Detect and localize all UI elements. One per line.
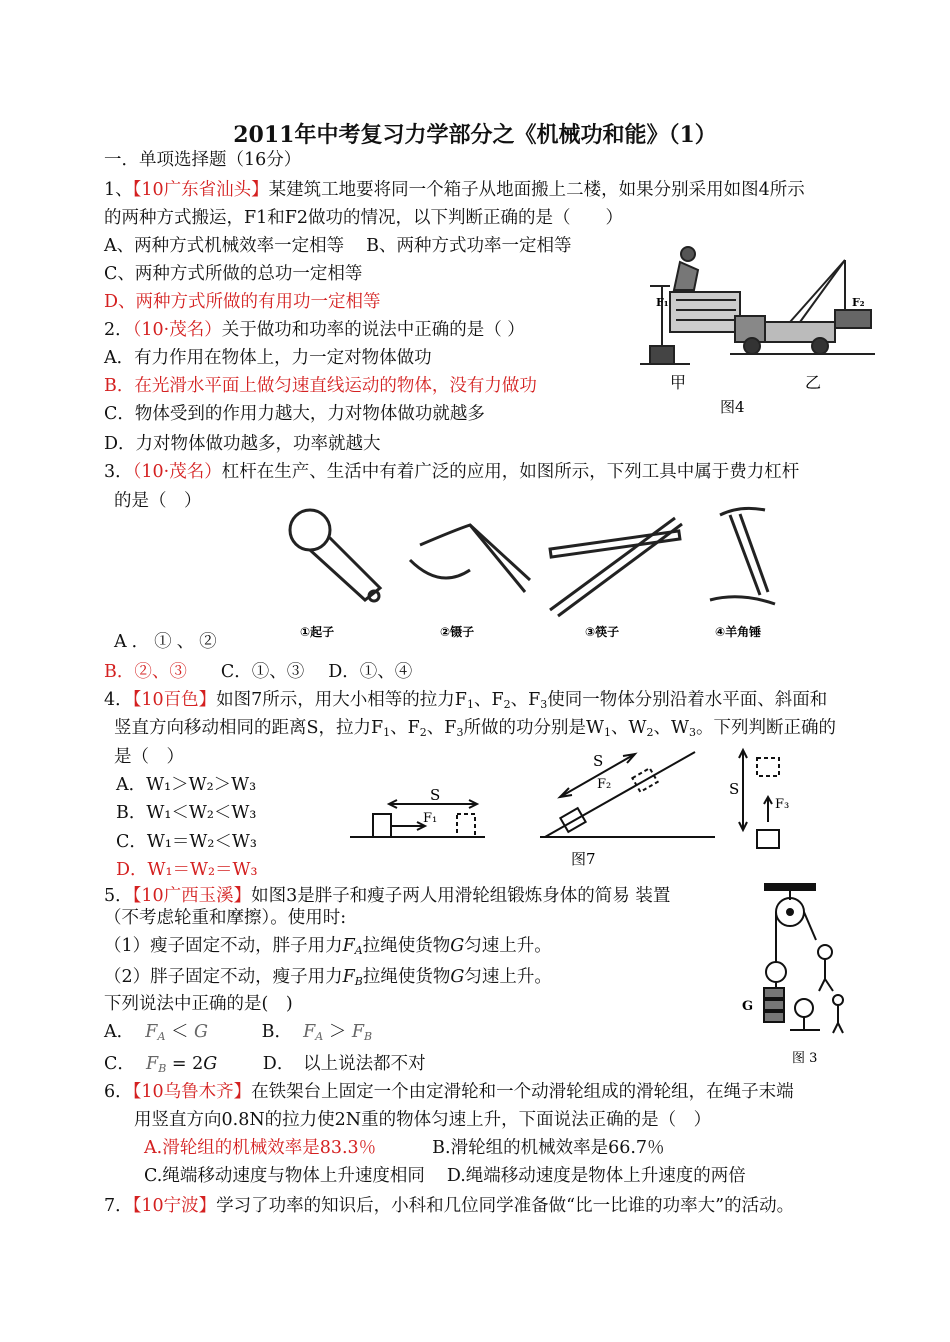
- figure-3-caption: 图 3: [792, 1051, 818, 1066]
- q5-symbol: G: [194, 1022, 209, 1042]
- q4-sub: 2: [646, 726, 654, 739]
- distance-s-label: S: [430, 786, 441, 804]
- tool-label-opener: ①起子: [300, 625, 335, 639]
- q5-text: （1）瘦子固定不动，胖子用力: [104, 936, 343, 956]
- q2-option-c: C．物体受到的作用力越大，力对物体做功就越多: [104, 404, 485, 424]
- figure-4: [640, 240, 880, 420]
- page-title: 2011年中考复习力学部分之《机械功和能》（1）: [233, 122, 717, 148]
- distance-s-label: S: [729, 780, 740, 798]
- figure-7-caption: 图7: [571, 850, 596, 867]
- q5-symbol: G: [203, 1054, 218, 1074]
- q1-line1: [104, 178, 805, 202]
- q5-symbol: B: [354, 975, 363, 988]
- figure-4-right-label: 乙: [805, 373, 822, 392]
- q3-number: 3．: [104, 462, 133, 482]
- figure-4-caption: 图4: [720, 398, 745, 416]
- tool-label-chopsticks: ③筷子: [585, 625, 620, 639]
- q4-stem-part: 、F: [473, 690, 504, 710]
- q3-option-c: C．①、③: [220, 662, 305, 682]
- q5-option-label: B．: [261, 1022, 292, 1042]
- q2-stem: 关于做功和功率的说法中正确的是（ ）: [221, 320, 525, 340]
- q6-option-a: A.滑轮组的机械效率是83.3％: [144, 1138, 377, 1158]
- q4-number: 4．: [104, 690, 133, 710]
- claw-hammer-drawing: [710, 508, 775, 604]
- q1-option-b: B、两种方式功率一定相等: [366, 236, 572, 256]
- q1-option-row: [104, 234, 572, 258]
- q5-option-row-2: [104, 1052, 426, 1081]
- q5-symbol: B: [158, 1062, 167, 1075]
- q4-stem-part: 所做的功分别是W: [463, 718, 604, 738]
- q5-symbol: A: [315, 1030, 324, 1043]
- q5-text: 匀速上升。: [464, 967, 552, 987]
- figure-7: [345, 742, 795, 867]
- q4-stem-part: 、W: [653, 718, 689, 738]
- force-f1-label: F₁: [656, 296, 669, 309]
- q4-line1: [104, 688, 827, 717]
- q5-option-a: [104, 1022, 208, 1042]
- q4-line2: [114, 716, 836, 745]
- q7-stem: 学习了功率的知识后，小科和几位同学准备做“比一比谁的功率大”的活动。: [216, 1196, 795, 1216]
- q5-line1: [104, 884, 670, 908]
- force-f2-label: F₂: [852, 296, 865, 309]
- q7-line1: [104, 1194, 794, 1218]
- worker-lifting-box-figure: [640, 247, 740, 364]
- q5-option-row-1: [104, 1020, 372, 1049]
- q5-symbol: A: [354, 944, 363, 957]
- force-f2-label: F₂: [597, 777, 612, 792]
- q4-option-a: A．W₁＞W₂＞W₃: [116, 775, 257, 795]
- q5-symbol: G: [450, 967, 465, 987]
- q2-option-a: A．有力作用在物体上，力一定对物体做功: [104, 348, 432, 368]
- q4-stem-part: 、F: [390, 718, 420, 738]
- q5-option-b: [262, 1022, 373, 1042]
- q1-number: 1、: [104, 180, 133, 200]
- cargo-g-label: G: [742, 999, 754, 1014]
- q3-source: （10·茂名）: [132, 462, 222, 482]
- q5-option-label: C．: [104, 1054, 135, 1074]
- q5-text: 匀速上升。: [464, 936, 552, 956]
- q5-symbol: A: [157, 1030, 166, 1043]
- q3-option-b: B．②、③: [104, 662, 187, 682]
- q4-stem-part: 竖直方向移动相同的距离S，拉力F: [114, 718, 384, 738]
- q4-sub: 1: [603, 726, 611, 739]
- chopsticks-drawing: [550, 518, 682, 616]
- q7-source: 【10宁波】: [132, 1196, 217, 1216]
- q4-stem-part: 、W: [610, 718, 647, 738]
- pulley-system-drawing: [764, 884, 843, 1033]
- q5-symbol: F: [342, 967, 355, 987]
- q6-option-row-1: [144, 1136, 665, 1160]
- q4-stem-part: 、F: [426, 718, 457, 738]
- q5-line2: （不考虑轮重和摩擦）。使用时:: [104, 908, 347, 928]
- horizontal-surface-diagram: [350, 800, 485, 837]
- q4-sub: 2: [419, 726, 427, 739]
- q4-sub: 1: [466, 698, 474, 711]
- q5-symbol: F: [351, 1022, 365, 1042]
- force-f3-label: F₃: [775, 797, 790, 812]
- figure-4-left-label: 甲: [670, 373, 687, 392]
- q5-stem: 如图3是胖子和瘦子两人用滑轮组锻炼身体的简易 装置: [251, 886, 671, 906]
- q5-text: 拉绳使货物: [362, 936, 451, 956]
- q5-text: 拉绳使货物: [362, 967, 451, 987]
- lever-tools-figure: [270, 500, 780, 645]
- bottle-opener-drawing: [290, 510, 380, 601]
- q4-stem-part: 。下列判断正确的: [695, 718, 836, 738]
- figure-3-pulley: [740, 880, 860, 1070]
- section-heading: 一．单项选择题（16分）: [104, 150, 302, 170]
- vertical-lift-diagram: [739, 750, 779, 848]
- q6-option-b: B.滑轮组的机械效率是66.7％: [432, 1138, 665, 1158]
- q3-option-row: [104, 660, 412, 684]
- q4-sub: 2: [503, 698, 511, 711]
- q4-option-c: C．W₁＝W₂＜W₃: [116, 832, 257, 852]
- q6-line2: 用竖直方向0.8N的拉力使2N重的物体匀速上升，下面说法正确的是（ ）: [134, 1110, 712, 1130]
- q5-symbol: B: [364, 1030, 373, 1043]
- q1-option-a: A、两种方式机械效率一定相等: [104, 236, 345, 256]
- q4-sub: 3: [688, 726, 696, 739]
- tool-label-hammer: ④羊角锤: [715, 625, 762, 639]
- q2-option-b: B．在光滑水平面上做匀速直线运动的物体，没有力做功: [104, 376, 537, 396]
- q1-source: 【10广东省汕头】: [132, 180, 269, 200]
- q5-symbol: F: [145, 1022, 158, 1042]
- q5-symbol: F: [146, 1054, 159, 1074]
- q4-sub: 1: [383, 726, 391, 739]
- q3-option-a: A．①、②: [114, 632, 222, 652]
- q7-number: 7．: [104, 1196, 133, 1216]
- tool-label-tweezers: ②镊子: [440, 625, 475, 639]
- q2-source: （10·茂名）: [132, 320, 222, 340]
- q6-stem: 在铁架台上固定一个由定滑轮和一个动滑轮组成的滑轮组，在绳子末端: [251, 1082, 794, 1102]
- distance-s-label: S: [593, 752, 604, 770]
- q4-option-d: D．W₁＝W₂＝W₃: [116, 860, 258, 880]
- q5-symbol: ＜: [170, 1022, 189, 1042]
- q5-option-label: A．: [104, 1022, 135, 1042]
- q6-source: 【10乌鲁木齐】: [132, 1082, 252, 1102]
- q4-option-b: B．W₁＜W₂＜W₃: [116, 803, 257, 823]
- q5-symbol: ＞: [328, 1022, 347, 1042]
- q6-option-d: D.绳端移动速度是物体上升速度的两倍: [446, 1166, 746, 1186]
- force-f1-label: F₁: [423, 811, 438, 826]
- q3-stem: 杠杆在生产、生活中有着广泛的应用，如图所示，下列工具中属于费力杠杆: [221, 462, 800, 482]
- tweezers-drawing: [410, 525, 530, 592]
- q4-sub: 3: [540, 698, 548, 711]
- q5-symbol: F: [342, 936, 355, 956]
- q1-option-d: D、两种方式所做的有用功一定相等: [104, 292, 381, 312]
- q5-symbol: = 2: [171, 1054, 204, 1074]
- q5-text: （2）胖子固定不动，瘦子用力: [104, 967, 343, 987]
- q5-option-d: D． 以上说法都不对: [262, 1054, 426, 1074]
- q5-option-c: [104, 1054, 217, 1074]
- q3-line2: 的是（ ）: [114, 491, 202, 511]
- q4-stem-part: 使同一物体分别沿着水平面、斜面和: [547, 690, 828, 710]
- q2-line1: [104, 318, 525, 342]
- q6-option-c: C.绳端移动速度与物体上升速度相同: [144, 1166, 425, 1186]
- q5-condition-1: [104, 934, 552, 963]
- q4-stem-part: 、F: [510, 690, 541, 710]
- q4-stem-part: 如图7所示，用大小相等的拉力F: [216, 690, 467, 710]
- q5-line3: 下列说法中正确的是( ): [104, 994, 293, 1014]
- q4-sub: 3: [456, 726, 464, 739]
- q2-option-d: D．力对物体做功越多，功率就越大: [104, 434, 381, 454]
- q5-symbol: G: [450, 936, 465, 956]
- q4-source: 【10百色】: [132, 690, 217, 710]
- q6-option-row-2: [144, 1164, 746, 1188]
- q1-line2: 的两种方式搬运，F1和F2做功的情况，以下判断正确的是（ ）: [104, 208, 624, 228]
- q5-condition-2: [104, 965, 552, 994]
- q5-symbol: F: [303, 1022, 316, 1042]
- q5-source: 【10广西玉溪】: [132, 886, 252, 906]
- q2-number: 2．: [104, 320, 133, 340]
- q6-number: 6．: [104, 1082, 133, 1102]
- q5-number: 5．: [104, 886, 133, 906]
- q1-option-c: C、两种方式所做的总功一定相等: [104, 264, 363, 284]
- q4-line3: 是（ ）: [114, 747, 184, 767]
- q3-option-d: D．①、④: [328, 662, 413, 682]
- incline-diagram: [540, 752, 715, 837]
- q1-stem: 某建筑工地要将同一个箱子从地面搬上二楼，如果分别采用如图4所示: [268, 180, 805, 200]
- q3-line1: [104, 460, 799, 484]
- q6-line1: [104, 1080, 794, 1104]
